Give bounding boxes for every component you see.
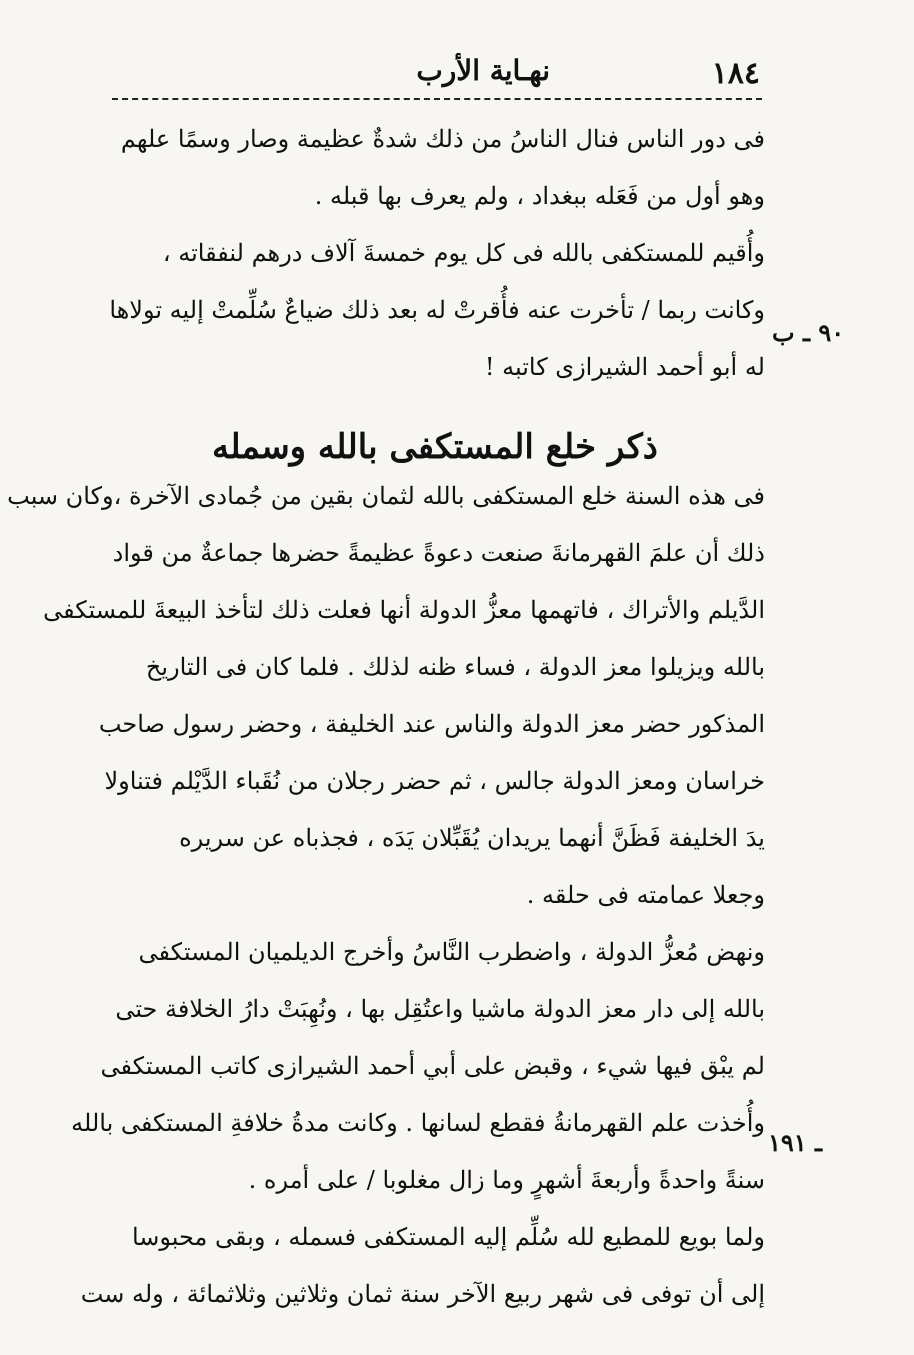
text-line: وهو أول من فَعَله ببغداد ، ولم يعرف بها قبله . [314,182,765,210]
text-line: المذكور حضر معز الدولة والناس عند الخليفة ، وحضر رسول صاحب [98,710,765,738]
running-title: نهـاية الأرب [416,54,550,87]
text-line: وأُخذت علم القهرمانةُ فقطع لسانها . وكانت مدةُ خلافةِ المستكفى بالله [71,1109,765,1137]
text-line: سنةً واحدةً وأربعةَ أشهرٍ وما زال مغلوبا / على أمره . [248,1166,765,1194]
text-line: الدَّيلم والأتراك ، فاتهمها معزُّ الدولة أنها فعلت ذلك لتأخذ البيعةَ للمستكفى [43,596,765,624]
text-line: ذلك أن علمَ القهرمانةَ صنعت دعوةً عظيمةً حضرها جماعةٌ من قواد [112,539,765,567]
text-line: خراسان ومعز الدولة جالس ، ثم حضر رجلان من نُقَباء الدَّيْلم فتناولا [104,767,765,795]
text-line: وجعلا عمامته فى حلقه . [526,881,765,909]
margin-folio-note: ـ ١٩١ [768,1128,823,1157]
text-line: ونهض مُعزُّ الدولة ، واضطرب النَّاسُ وأخرج الديلميان المستكفى [138,938,765,966]
section-heading: ذكر خلع المستكفى بالله وسمله [212,427,658,467]
page-body [7,125,765,1337]
text-line: ولما بويع للمطيع لله سُلِّم إليه المستكفى فسمله ، وبقى محبوسا [131,1223,765,1251]
text-line: بالله إلى دار معز الدولة ماشيا واعتُقِل بها ، ونُهِبَتْ دارُ الخلافة حتى [115,995,765,1023]
text-line: فى هذه السنة خلع المستكفى بالله لثمان بقين من جُمادى الآخرة ،وكان سبب [7,482,765,510]
page-number: ١٨٤ [711,56,760,91]
text-line: وأُقيم للمستكفى بالله فى كل يوم خمسةَ آلاف درهم لنفقاته ، [162,239,765,267]
header-rule [112,98,762,100]
text-line: لم يبْق فيها شيء ، وقبض على أبي أحمد الشيرازى كاتب المستكفى [100,1052,765,1080]
text-line: يدَ الخليفة فَظَنَّ أنهما يريدان يُقَبِّلان يَدَه ، فجذباه عن سريره [179,824,765,852]
text-line: فى دور الناس فنال الناسُ من ذلك شدةٌ عظيمة وصار وسمًا علهم [120,125,765,153]
margin-folio-note: ٩٠ ـ ب [772,318,845,347]
page-header [100,50,760,98]
text-line: إلى أن توفى فى شهر ربيع الآخر سنة ثمان وثلاثين وثلاثمائة ، وله ست [80,1280,765,1308]
text-line: له أبو أحمد الشيرازى كاتبه ! [484,353,765,381]
text-line: وكانت ربما / تأخرت عنه فأُقرتْ له بعد ذلك ضياعٌ سُلِّمتْ إليه تولاها [109,296,765,324]
text-line: بالله ويزيلوا معز الدولة ، فساء ظنه لذلك . فلما كان فى التاريخ [145,653,765,681]
